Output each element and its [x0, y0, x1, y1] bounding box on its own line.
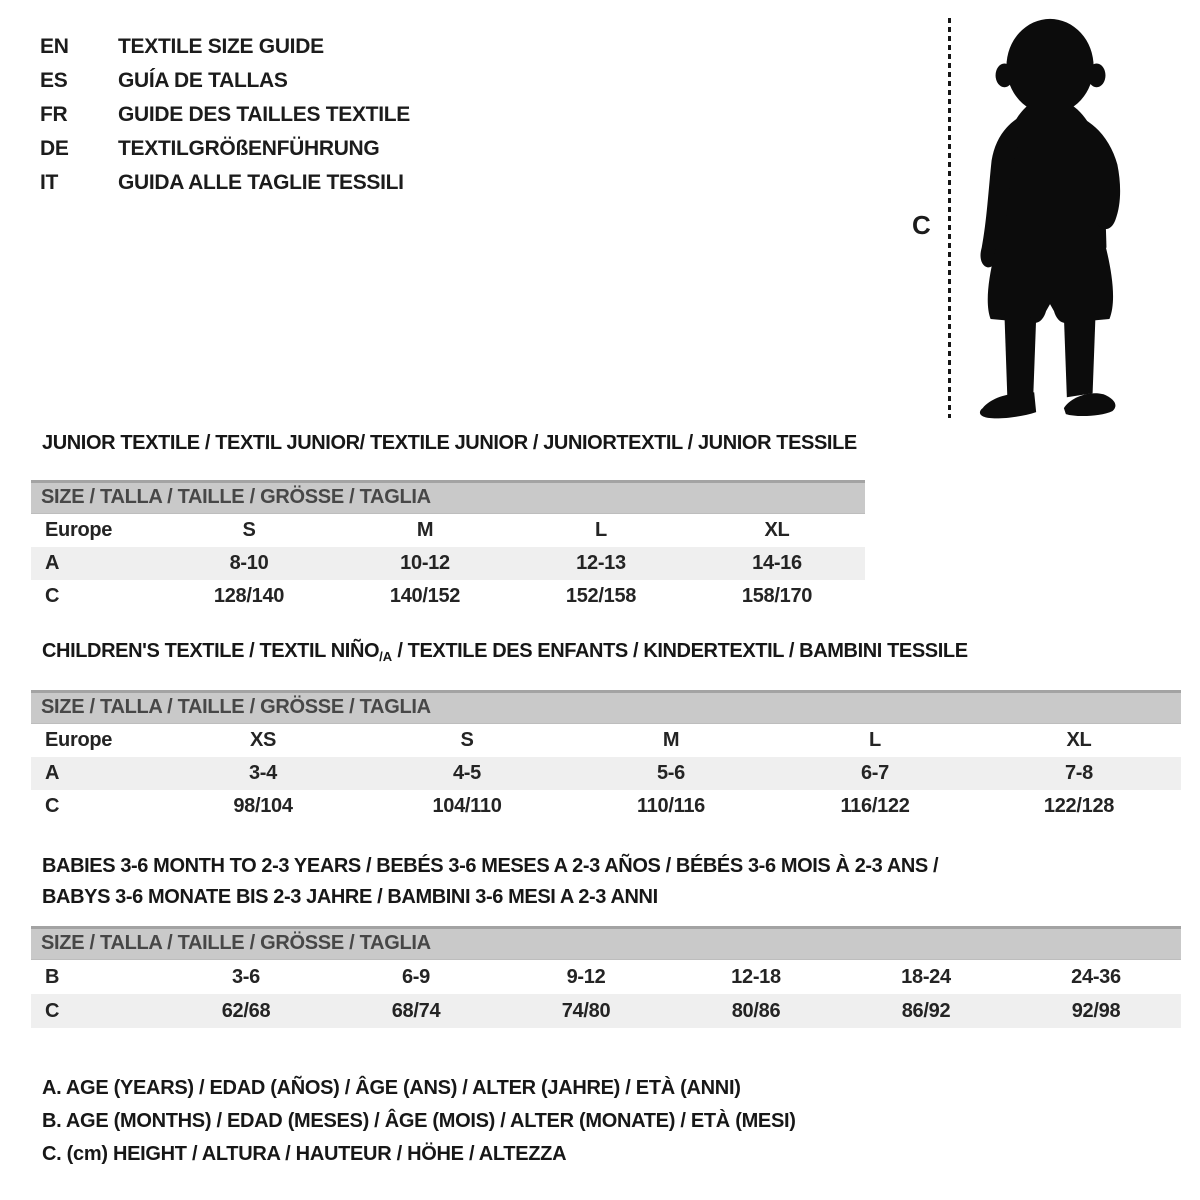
lang-title: TEXTILE SIZE GUIDE	[118, 35, 324, 58]
size-col-header: L	[595, 519, 607, 541]
size-col-header: M	[662, 729, 680, 751]
babies-age-row	[31, 960, 1181, 994]
junior-height-row	[31, 580, 865, 613]
table-cell: 68/74	[391, 999, 441, 1022]
junior-age-row	[31, 547, 865, 580]
table-cell: 116/122	[840, 795, 910, 817]
height-measure-dashed-line	[948, 18, 951, 418]
table-cell: 122/128	[1043, 795, 1115, 817]
table-cell: 80/86	[731, 999, 781, 1022]
row-label: C	[45, 585, 60, 607]
children-section-heading	[42, 640, 968, 664]
legend-item-a: A. AGE (YEARS) / EDAD (AÑOS) / ÂGE (ANS) / ALTER (JAHRE) / ETÀ (ANNI)	[42, 1077, 741, 1099]
table-cell: 7-8	[1064, 762, 1093, 784]
measurement-legend	[42, 1072, 796, 1171]
region-label: Europe	[45, 729, 113, 751]
lang-row-fr	[40, 98, 410, 132]
table-cell: 98/104	[233, 795, 293, 817]
lang-title: TEXTILGRÖßENFÜHRUNG	[118, 137, 380, 160]
table-cell: 24-36	[1071, 965, 1121, 988]
table-cell: 152/158	[565, 585, 637, 607]
lang-title: GUÍA DE TALLAS	[118, 69, 288, 92]
size-col-header: S	[242, 519, 256, 541]
table-cell: 62/68	[221, 999, 271, 1022]
junior-size-header-bar: SIZE / TALLA / TAILLE / GRÖSSE / TAGLIA	[31, 480, 865, 514]
size-col-header: XS	[249, 729, 277, 751]
children-heading-text: CHILDREN'S TEXTILE / TEXTIL NIÑO	[42, 640, 380, 662]
lang-code: ES	[40, 69, 68, 92]
lang-title: GUIDE DES TAILLES TEXTILE	[118, 103, 410, 126]
lang-row-de	[40, 132, 410, 166]
table-cell: 12-13	[576, 552, 626, 574]
table-cell: 3-6	[231, 965, 260, 988]
babies-heading-line1: BABIES 3-6 MONTH TO 2-3 YEARS / BEBÉS 3-6 MESES A 2-3 AÑOS / BÉBÉS 3-6 MOIS À 2-3 ANS /	[42, 855, 939, 877]
size-col-header: XL	[764, 519, 790, 541]
babies-size-table	[31, 926, 1181, 1028]
table-cell: 18-24	[901, 965, 951, 988]
height-measure-label: C	[912, 210, 931, 240]
size-col-header: M	[416, 519, 434, 541]
lang-code: IT	[40, 171, 59, 194]
lang-row-en	[40, 30, 410, 64]
size-col-header: S	[460, 729, 474, 751]
lang-row-it	[40, 166, 410, 200]
table-cell: 3-4	[248, 762, 277, 784]
table-cell: 110/116	[637, 795, 705, 817]
children-age-row	[31, 757, 1181, 790]
table-cell: 9-12	[566, 965, 606, 988]
row-label: C	[45, 795, 60, 817]
babies-size-header-bar: SIZE / TALLA / TAILLE / GRÖSSE / TAGLIA	[31, 926, 1181, 960]
table-cell: 140/152	[389, 585, 461, 607]
lang-title: GUIDA ALLE TAGLIE TESSILI	[118, 171, 404, 194]
lang-code: FR	[40, 103, 68, 126]
lang-code: DE	[40, 137, 69, 160]
table-cell: 6-9	[401, 965, 430, 988]
size-col-header: XL	[1066, 729, 1092, 751]
row-label: A	[45, 762, 60, 784]
table-cell: 6-7	[860, 762, 889, 784]
table-cell: 74/80	[561, 999, 611, 1022]
babies-height-row	[31, 994, 1181, 1028]
table-cell: 10-12	[400, 552, 450, 574]
row-label: C	[45, 999, 60, 1022]
children-size-columns-row	[31, 724, 1181, 757]
table-cell: 5-6	[656, 762, 685, 784]
table-cell: 158/170	[741, 585, 813, 607]
table-cell: 12-18	[731, 965, 781, 988]
children-size-table	[31, 690, 1181, 823]
size-col-header: L	[869, 729, 881, 751]
babies-section-heading	[42, 851, 938, 913]
table-cell: 92/98	[1071, 999, 1121, 1022]
children-size-header-bar: SIZE / TALLA / TAILLE / GRÖSSE / TAGLIA	[31, 690, 1181, 724]
table-cell: 4-5	[452, 762, 481, 784]
table-cell: 104/110	[432, 795, 502, 817]
lang-row-es	[40, 64, 410, 98]
table-cell: 8-10	[229, 552, 269, 574]
lang-code: EN	[40, 35, 69, 58]
language-title-list	[40, 30, 410, 200]
legend-item-b: B. AGE (MONTHS) / EDAD (MESES) / ÂGE (MOIS) / ALTER (MONATE) / ETÀ (MESI)	[42, 1110, 796, 1132]
children-height-row	[31, 790, 1181, 823]
children-heading-subscript: /A	[379, 649, 393, 664]
toddler-silhouette-icon	[960, 12, 1144, 422]
junior-size-columns-row	[31, 514, 865, 547]
region-label: Europe	[45, 519, 113, 541]
table-cell: 86/92	[901, 999, 951, 1022]
table-cell: 14-16	[752, 552, 802, 574]
row-label: A	[45, 552, 60, 574]
legend-item-c: C. (cm) HEIGHT / ALTURA / HAUTEUR / HÖHE / ALTEZZA	[42, 1143, 567, 1165]
children-heading-text: / TEXTILE DES ENFANTS / KINDERTEXTIL / BAMBINI TESSILE	[392, 640, 968, 662]
table-cell: 128/140	[213, 585, 285, 607]
babies-heading-line2: BABYS 3-6 MONATE BIS 2-3 JAHRE / BAMBINI 3-6 MESI A 2-3 ANNI	[42, 886, 658, 908]
row-label: B	[45, 965, 60, 988]
junior-size-table	[31, 480, 865, 613]
junior-section-heading: JUNIOR TEXTILE / TEXTIL JUNIOR/ TEXTILE JUNIOR / JUNIORTEXTIL / JUNIOR TESSILE	[42, 432, 857, 454]
